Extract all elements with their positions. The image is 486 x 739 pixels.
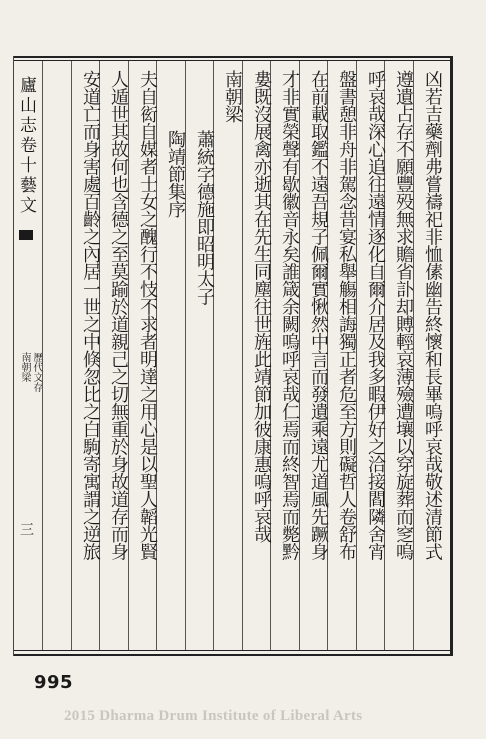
frame-right-line (450, 56, 453, 656)
text-column-4: 盤書憩非舟非駕念昔宴私舉觴相誨獨正者危至方則礙哲人卷舒布 (336, 70, 357, 560)
margin-block-mark (19, 230, 33, 240)
frame-bottom-line-inner (13, 650, 453, 651)
margin-sub-left: 歷代文存 (31, 352, 42, 392)
text-column-6: 才非實榮聲有歇徽音永矣誰箴余闕嗚呼哀哉仁焉而終智焉而斃黔 (279, 70, 300, 560)
margin-sub-right: 南朝梁 (19, 352, 30, 382)
author-line: 蕭統字德施即昭明太子 (194, 130, 215, 305)
text-column-2: 遵遺占存不願豐殁無求贍省訃却賻輕哀薄殮遭壤以穿旋葬而窆嗚 (393, 70, 414, 560)
text-column-12: 人遁世其故何也含德之至莫踰於道親己之切無重於身故道存而身 (108, 70, 129, 560)
frame-left-line (13, 56, 14, 656)
text-column-5: 在前載取鑑不遠吾規子佩爾實愀然中言而發遺乘遠尤道風先蹶身 (308, 70, 329, 560)
margin-book-title: 廬山志卷十藝文 (16, 76, 36, 216)
column-rule (71, 61, 72, 650)
essay-title: 陶靖節集序 (165, 130, 186, 218)
frame-bottom-line (13, 654, 453, 656)
dynasty-heading: 南朝梁 (222, 70, 243, 123)
column-rule (42, 61, 43, 650)
watermark: 2015 Dharma Drum Institute of Liberal Arts (64, 708, 363, 724)
text-column-1: 凶若吉藥劑弗嘗禱祀非恤傃幽告終懷和長畢嗚呼哀哉敬述清節式 (422, 70, 443, 560)
text-column-3: 呼哀哉深心追往遠情逐化自爾介居及我多暇伊好之洽接閻隣舍宵 (365, 70, 386, 560)
frame-top-line (13, 56, 453, 58)
text-column-7: 婁既沒展禽亦逝其在先生同塵往世旌此靖節加彼康惠嗚呼哀哉 (251, 70, 272, 543)
margin-leaf-number: 三 (18, 522, 34, 536)
frame-top-line-inner (13, 60, 453, 61)
text-column-13: 安道亡而身害處百齡之內居一世之中倏忽比之白駒寄寓謂之逆旅 (80, 70, 101, 560)
page-number: 995 (34, 672, 74, 693)
text-column-11: 夫自衒自媒者士女之醜行不忮不求者明達之用心是以聖人韜光賢 (137, 70, 158, 560)
